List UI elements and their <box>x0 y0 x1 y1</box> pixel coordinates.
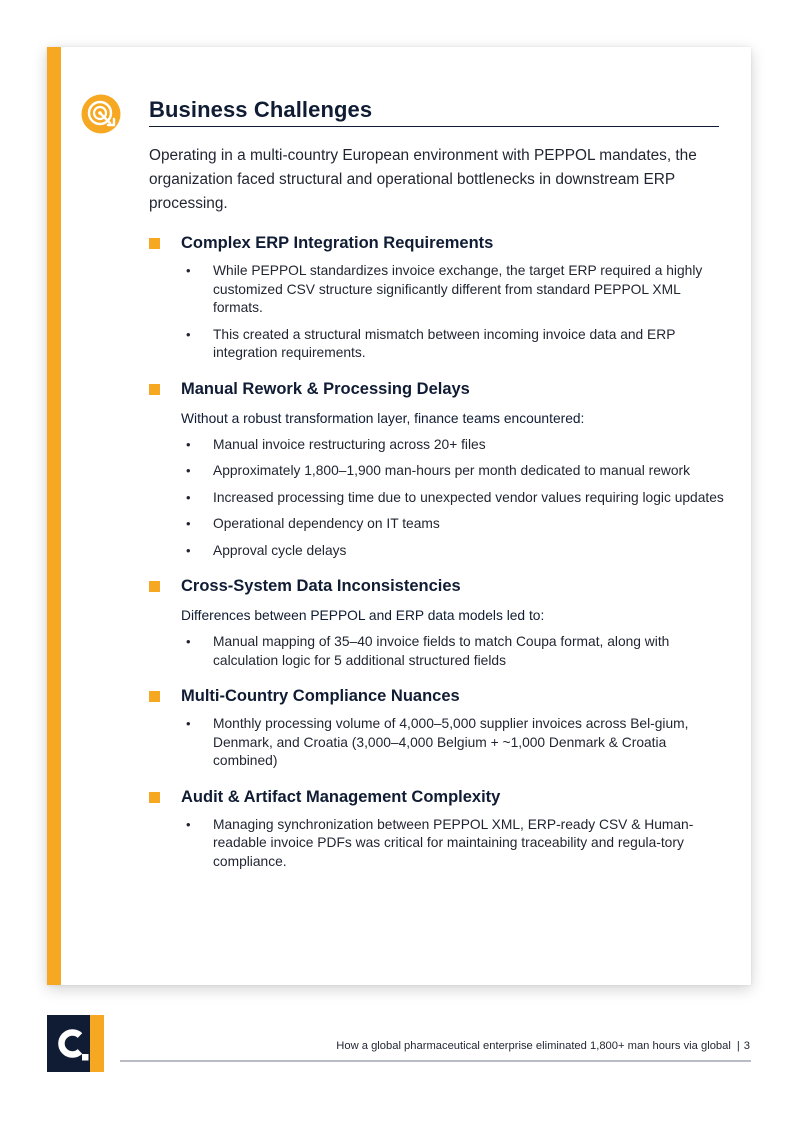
bullet-dot-icon: • <box>186 516 191 531</box>
section-heading-text: Complex ERP Integration Requirements <box>181 234 494 252</box>
section-manual-rework <box>149 377 729 561</box>
square-bullet-icon <box>149 691 160 702</box>
list-item: • Operational dependency on IT teams <box>181 515 729 534</box>
section-compliance-nuances <box>149 684 729 771</box>
section-data-inconsistencies <box>149 574 729 670</box>
list-item: • Approval cycle delays <box>181 542 729 561</box>
footer-separator: | <box>736 1040 740 1052</box>
company-logo <box>47 1015 104 1072</box>
page-number: 3 <box>743 1040 750 1052</box>
list-item: • Approximately 1,800–1,900 man-hours per month dedicated to manual rework <box>181 462 729 481</box>
square-bullet-icon <box>149 792 160 803</box>
bullet-list <box>149 816 729 872</box>
bullet-list <box>149 436 729 561</box>
section-heading-text: Audit & Artifact Management Complexity <box>181 787 501 806</box>
footer-title: How a global pharmaceutical enterprise eliminated 1,800+ man hours via global <box>336 1040 731 1052</box>
footer <box>120 1040 750 1052</box>
bullet-list <box>149 633 729 670</box>
intro-paragraph: Operating in a multi-country European environment with PEPPOL mandates, the organization faced structural and operational bottlenecks in downstream ERP processing. <box>149 147 697 212</box>
section-heading <box>149 785 729 809</box>
section-heading-text: Cross-System Data Inconsistencies <box>181 577 461 595</box>
bullet-dot-icon: • <box>186 263 191 278</box>
target-icon <box>81 94 121 134</box>
square-bullet-icon <box>149 384 160 395</box>
list-item: • Increased processing time due to unexpected vendor values requiring logic updates <box>181 489 729 508</box>
challenge-sections <box>149 231 729 885</box>
page-title: Business Challenges <box>149 97 719 127</box>
section-heading-text: Manual Rework & Processing Delays <box>181 379 470 398</box>
bullet-dot-icon: • <box>186 716 191 731</box>
section-heading <box>149 231 729 255</box>
footer-divider <box>120 1060 751 1062</box>
section-subheading: Differences between PEPPOL and ERP data models led to: <box>181 608 545 623</box>
accent-bar <box>47 47 61 985</box>
bullet-dot-icon: • <box>186 463 191 478</box>
section-heading-text: Multi-Country Compliance Nuances <box>181 687 460 705</box>
section-heading <box>149 377 729 401</box>
section-erp-integration <box>149 231 729 363</box>
section-heading <box>149 574 729 598</box>
content-card <box>47 47 751 985</box>
list-item: • While PEPPOL standardizes invoice exchange, the target ERP required a highly customized CSV structure significantly different from standard PEPPOL XML formats. <box>186 263 703 315</box>
list-item: • Managing synchronization between PEPPOL XML, ERP-ready CSV & Human-readable invoice PDFs was critical for maintaining traceability and regula-tory compliance. <box>186 816 694 869</box>
bullet-dot-icon: • <box>186 816 191 832</box>
list-item: • Monthly processing volume of 4,000–5,000 supplier invoices across Bel-gium, Denmark, and Croatia (3,000–4,000 Belgium + ~1,000 Denmark & Croatia combined) <box>186 716 689 768</box>
list-item: • Manual mapping of 35–40 invoice fields to match Coupa format, along with calculation logic for 5 additional structured fields <box>186 634 670 668</box>
bullet-list <box>149 262 729 363</box>
section-subheading: Without a robust transformation layer, finance teams encountered: <box>181 410 585 426</box>
section-heading <box>149 684 729 708</box>
section-audit-artifacts <box>149 785 729 872</box>
bullet-dot-icon: • <box>186 542 191 558</box>
bullet-dot-icon: • <box>186 436 191 452</box>
square-bullet-icon <box>149 238 160 249</box>
square-bullet-icon <box>149 581 160 592</box>
list-item: • Manual invoice restructuring across 20+ files <box>181 436 729 455</box>
bullet-list <box>149 715 729 771</box>
bullet-dot-icon: • <box>186 326 191 342</box>
bullet-dot-icon: • <box>186 489 191 505</box>
list-item: • This created a structural mismatch between incoming invoice data and ERP integration requirements. <box>186 326 676 360</box>
bullet-dot-icon: • <box>186 634 191 649</box>
